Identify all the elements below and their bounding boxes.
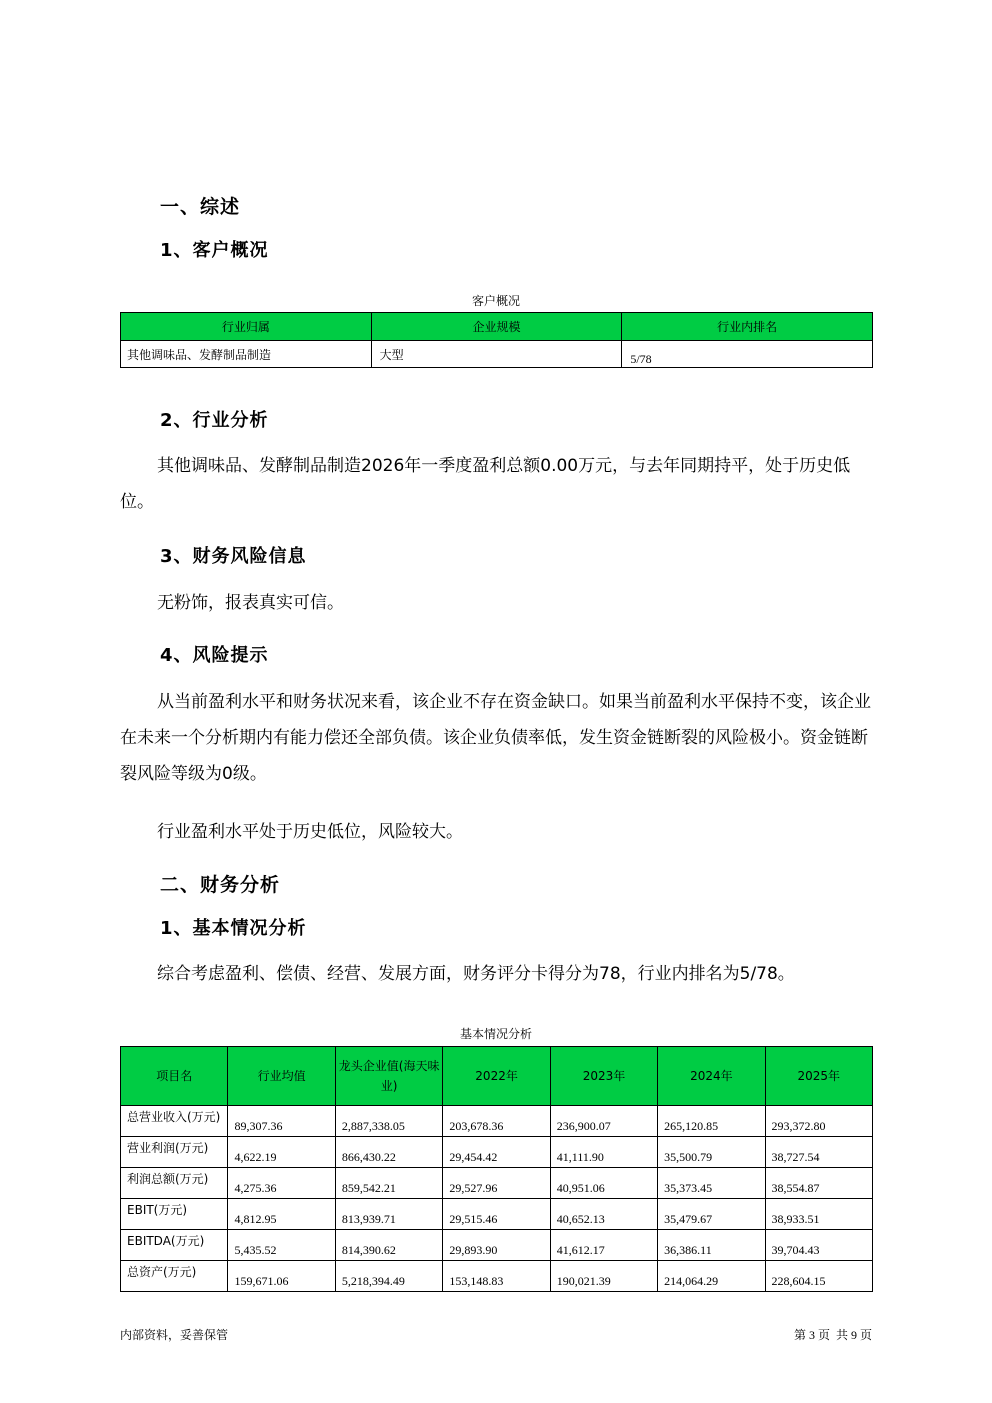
table-cell: 总资产(万元) xyxy=(121,1261,228,1292)
table-cell: 866,430.22 xyxy=(335,1137,443,1168)
table-row xyxy=(121,1261,873,1292)
table-cell: EBIT(万元) xyxy=(121,1199,228,1230)
table-cell: 29,527.96 xyxy=(443,1168,550,1199)
table-cell: 36,386.11 xyxy=(658,1230,765,1261)
table-cell: 159,671.06 xyxy=(228,1261,335,1292)
table-cell: 38,933.51 xyxy=(765,1199,872,1230)
paragraph-risk-warning-1: 从当前盈利水平和财务状况来看，该企业不存在资金缺口。如果当前盈利水平保持不变，该企业在未来一个分析期内有能力偿还全部负债。该企业负债率低，发生资金链断裂的风险极小。资金链断裂风险等级为0级。 xyxy=(120,692,871,784)
table-cell: 41,612.17 xyxy=(550,1230,657,1261)
table-caption-basic-analysis: 基本情况分析 xyxy=(459,1027,532,1041)
table-cell: 总营业收入(万元) xyxy=(121,1106,228,1137)
table-cell: 营业利润(万元) xyxy=(121,1137,228,1168)
table-header-cell: 2025年 xyxy=(765,1047,872,1106)
section-title-financial-analysis: 二、财务分析 xyxy=(160,874,281,896)
table-cell-scale: 大型 xyxy=(371,341,622,368)
table-cell: 203,678.36 xyxy=(443,1106,550,1137)
table-row xyxy=(121,341,873,368)
table-cell: 236,900.07 xyxy=(550,1106,657,1137)
subsection-title-customer-overview: 1、客户概况 xyxy=(160,240,269,261)
paragraph-risk-warning-2: 行业盈利水平处于历史低位，风险较大。 xyxy=(157,822,463,842)
table-cell: 38,554.87 xyxy=(765,1168,872,1199)
table-header-cell: 项目名 xyxy=(121,1047,228,1106)
table-cell: 29,515.46 xyxy=(443,1199,550,1230)
footer-page-number: 第 3 页 共 9 页 xyxy=(793,1328,872,1342)
table-header-cell: 行业归属 xyxy=(121,313,372,341)
table-cell: EBITDA(万元) xyxy=(121,1230,228,1261)
table-cell: 29,893.90 xyxy=(443,1230,550,1261)
table-header-row xyxy=(121,1047,873,1106)
table-cell-rank: 5/78 xyxy=(622,341,873,368)
table-cell: 39,704.43 xyxy=(765,1230,872,1261)
table-cell: 5,218,394.49 xyxy=(335,1261,443,1292)
table-cell: 38,727.54 xyxy=(765,1137,872,1168)
table-header-cell: 2023年 xyxy=(550,1047,657,1106)
subsection-title-industry-analysis: 2、行业分析 xyxy=(160,410,269,431)
paragraph-industry-analysis: 其他调味品、发酵制品制造2026年一季度盈利总额0.00万元，与去年同期持平，处于历史低位。 xyxy=(120,456,851,512)
table-row xyxy=(121,1168,873,1199)
table-cell: 265,120.85 xyxy=(658,1106,765,1137)
subsection-title-basic-analysis: 1、基本情况分析 xyxy=(160,918,307,939)
table-cell: 228,604.15 xyxy=(765,1261,872,1292)
table-header-cell: 2022年 xyxy=(443,1047,550,1106)
table-cell: 814,390.62 xyxy=(335,1230,443,1261)
table-cell: 利润总额(万元) xyxy=(121,1168,228,1199)
table-cell: 4,812.95 xyxy=(228,1199,335,1230)
table-cell: 35,500.79 xyxy=(658,1137,765,1168)
table-row xyxy=(121,1106,873,1137)
table-cell: 813,939.71 xyxy=(335,1199,443,1230)
table-cell: 859,542.21 xyxy=(335,1168,443,1199)
table-header-cell: 行业均值 xyxy=(228,1047,335,1106)
table-cell: 35,373.45 xyxy=(658,1168,765,1199)
basic-analysis-table xyxy=(120,1046,873,1292)
footer-confidential: 内部资料，妥善保管 xyxy=(120,1328,229,1342)
table-header-cell: 行业内排名 xyxy=(622,313,873,341)
table-cell: 29,454.42 xyxy=(443,1137,550,1168)
table-cell: 190,021.39 xyxy=(550,1261,657,1292)
table-cell-industry: 其他调味品、发酵制品制造 xyxy=(121,341,372,368)
table-cell: 153,148.83 xyxy=(443,1261,550,1292)
table-row xyxy=(121,1230,873,1261)
table-cell: 293,372.80 xyxy=(765,1106,872,1137)
table-header-cell: 龙头企业值(海天味业) xyxy=(335,1047,443,1106)
subsection-title-risk-warning: 4、风险提示 xyxy=(160,645,269,666)
table-cell: 4,622.19 xyxy=(228,1137,335,1168)
section-title-overview: 一、综述 xyxy=(160,196,241,218)
table-cell: 41,111.90 xyxy=(550,1137,657,1168)
table-cell: 40,951.06 xyxy=(550,1168,657,1199)
table-header-cell: 2024年 xyxy=(658,1047,765,1106)
table-cell: 35,479.67 xyxy=(658,1199,765,1230)
table-cell: 2,887,338.05 xyxy=(335,1106,443,1137)
table-cell: 4,275.36 xyxy=(228,1168,335,1199)
table-header-cell: 企业规模 xyxy=(371,313,622,341)
table-cell: 89,307.36 xyxy=(228,1106,335,1137)
table-row xyxy=(121,1199,873,1230)
paragraph-basic-analysis: 综合考虑盈利、偿债、经营、发展方面，财务评分卡得分为78，行业内排名为5/78。 xyxy=(157,964,795,984)
customer-overview-table xyxy=(120,312,873,368)
subsection-title-financial-risk: 3、财务风险信息 xyxy=(160,546,307,567)
table-header-row xyxy=(121,313,873,341)
table-cell: 5,435.52 xyxy=(228,1230,335,1261)
table-cell: 214,064.29 xyxy=(658,1261,765,1292)
paragraph-financial-risk: 无粉饰，报表真实可信。 xyxy=(157,593,344,613)
table-row xyxy=(121,1137,873,1168)
table-cell: 40,652.13 xyxy=(550,1199,657,1230)
table-caption-customer-overview: 客户概况 xyxy=(471,294,520,308)
